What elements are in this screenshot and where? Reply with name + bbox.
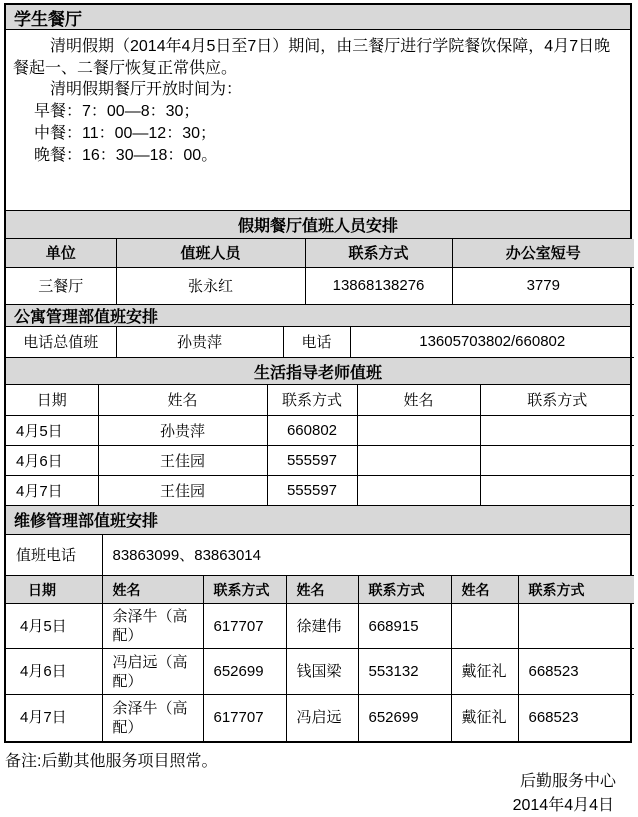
column-header-duty-person: 值班人员 [116, 239, 305, 267]
column-header-contact: 联系方式 [267, 385, 357, 415]
cell-name-2 [357, 415, 480, 445]
cell-contact-2 [480, 445, 634, 475]
duty-phone-value: 83863099、83863014 [102, 535, 634, 576]
cell-name-2 [357, 475, 480, 505]
cell-name: 王佳园 [98, 475, 267, 505]
column-header-unit: 单位 [6, 239, 116, 267]
section-title-maintenance-duty: 维修管理部值班安排 [6, 506, 630, 535]
column-header-office-ext: 办公室短号 [452, 239, 634, 267]
cell-contact-2: 652699 [358, 695, 451, 741]
cell-date: 4月5日 [6, 604, 102, 649]
cell-name: 冯启远（高配） [102, 649, 203, 695]
table-row [6, 475, 634, 505]
cell-contact: 652699 [203, 649, 286, 695]
column-header-contact: 联系方式 [305, 239, 452, 267]
intro-text-block [6, 30, 630, 211]
cell-contact: 555597 [267, 445, 357, 475]
cell-name-3: 戴征礼 [451, 695, 518, 741]
cell-date: 4月7日 [6, 475, 98, 505]
column-header-contact-3: 联系方式 [518, 576, 634, 604]
column-header-date: 日期 [6, 385, 98, 415]
apartment-duty-table [6, 327, 634, 359]
cell-office-ext: 3779 [452, 267, 634, 304]
table-row [6, 445, 634, 475]
cell-name-2: 钱国梁 [286, 649, 358, 695]
canteen-duty-table [6, 239, 634, 305]
cell-phone-number: 13605703802/660802 [350, 327, 634, 358]
cell-name-3: 戴征礼 [451, 649, 518, 695]
column-header-contact-2: 联系方式 [480, 385, 634, 415]
footer-note: 备注:后勤其他服务项目照常。 [5, 753, 218, 770]
cell-date: 4月7日 [6, 695, 102, 741]
section-title-canteen-duty: 假期餐厅值班人员安排 [6, 211, 630, 239]
cell-contact: 13868138276 [305, 267, 452, 304]
footer-date: 2014年4月4日 [512, 797, 614, 814]
duty-phone-row [6, 535, 634, 576]
cell-duty-person: 张永红 [116, 267, 305, 304]
column-header-date: 日期 [6, 576, 102, 604]
column-header-name-3: 姓名 [451, 576, 518, 604]
cell-contact-3 [518, 604, 634, 649]
table-row [6, 604, 634, 649]
cell-contact-3: 668523 [518, 649, 634, 695]
cell-contact-2: 553132 [358, 649, 451, 695]
intro-paragraph-1: 清明假期（2014年4月5日至7日）期间，由三餐厅进行学院餐饮保障，4月7日晚餐起一、二餐厅恢复正常供应。 [13, 38, 611, 77]
cell-contact: 617707 [203, 604, 286, 649]
maintenance-header-row [6, 576, 634, 604]
maintenance-duty-table [6, 535, 634, 741]
cell-contact: 660802 [267, 415, 357, 445]
cell-contact-2 [480, 415, 634, 445]
life-guidance-header-row [6, 385, 634, 415]
cell-name: 余泽牛（高配） [102, 604, 203, 649]
column-header-contact: 联系方式 [203, 576, 286, 604]
table-row [6, 695, 634, 741]
cell-duty-person: 孙贵萍 [116, 327, 283, 358]
canteen-duty-header-row [6, 239, 634, 267]
cell-name-2: 冯启远 [286, 695, 358, 741]
opening-hours-list [13, 101, 622, 167]
lunch-hours: 中餐：11：00—12：30； [34, 124, 217, 142]
column-header-contact-2: 联系方式 [358, 576, 451, 604]
cell-name-3 [451, 604, 518, 649]
cell-unit: 三餐厅 [6, 267, 116, 304]
column-header-name-2: 姓名 [357, 385, 480, 415]
life-guidance-duty-table [6, 385, 634, 506]
cell-name-2: 徐建伟 [286, 604, 358, 649]
cell-contact: 617707 [203, 695, 286, 741]
table-row [6, 649, 634, 695]
cell-date: 4月5日 [6, 415, 98, 445]
cell-date: 4月6日 [6, 649, 102, 695]
footer-signature: 后勤服务中心 [519, 773, 616, 790]
cell-contact-3: 668523 [518, 695, 634, 741]
cell-contact-2: 668915 [358, 604, 451, 649]
section-title-student-canteen: 学生餐厅 [6, 5, 630, 30]
table-row [6, 267, 634, 304]
dinner-hours: 晚餐：16：30—18：00。 [34, 146, 218, 164]
section-title-life-guidance-duty: 生活指导老师值班 [6, 358, 630, 385]
column-header-name: 姓名 [98, 385, 267, 415]
section-title-apartment-duty: 公寓管理部值班安排 [6, 305, 630, 327]
cell-date: 4月6日 [6, 445, 98, 475]
cell-contact: 555597 [267, 475, 357, 505]
breakfast-hours: 早餐：7：00—8：30； [34, 102, 200, 120]
cell-contact-2 [480, 475, 634, 505]
cell-name: 余泽牛（高配） [102, 695, 203, 741]
duty-phone-label: 值班电话 [6, 535, 102, 576]
table-row [6, 415, 634, 445]
column-header-name-2: 姓名 [286, 576, 358, 604]
cell-phone-label: 电话 [283, 327, 350, 358]
cell-name: 王佳园 [98, 445, 267, 475]
intro-paragraph-2: 清明假期餐厅开放时间为： [50, 81, 243, 98]
cell-name: 孙贵萍 [98, 415, 267, 445]
cell-name-2 [357, 445, 480, 475]
table-row [6, 327, 634, 358]
cell-duty-type: 电话总值班 [6, 327, 116, 358]
notice-table [4, 3, 632, 743]
column-header-name: 姓名 [102, 576, 203, 604]
